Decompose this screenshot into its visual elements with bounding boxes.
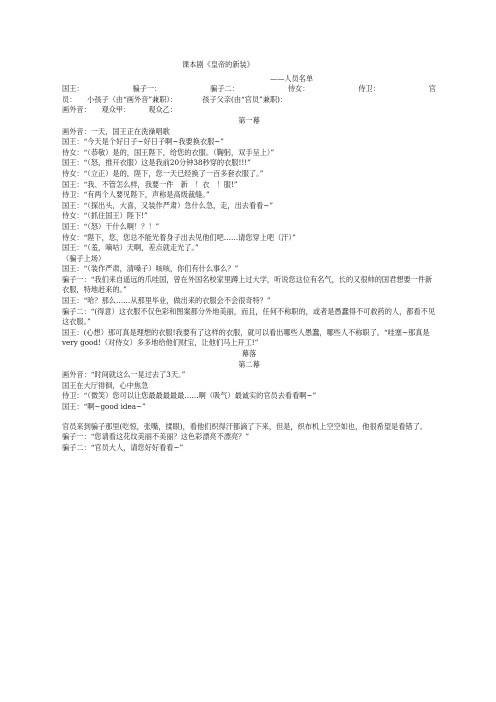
document-title: 课本剧《皇帝的新装》: [182, 60, 254, 69]
script-line: 国王：“（装作严肃，清嗓子）咳咳，你们有什么事么？”: [62, 264, 239, 274]
role-king: 国王：: [62, 84, 84, 94]
script-line: 国王：“（怒，推开衣服）这是我前20分钟38秒穿的衣服!!!”: [62, 158, 251, 168]
role-guard: 侍卫：: [358, 84, 380, 94]
script-line: 国王：“（探出头，大喜，又装作严肃）急什么急，走，出去看看~”: [62, 200, 274, 210]
script-line: 国王：“哈？那么……从那里毕业，做出来的衣服会不会很奇特？”: [62, 296, 271, 306]
script-line: 画外音：“时间就这么一晃过去了3天。”: [62, 370, 186, 380]
role-maid: 侍女：: [287, 84, 310, 94]
script-line: 侍女：“（立正）是的，陛下，您一天已经换了一百多套衣服了。”: [62, 168, 264, 178]
stage-direction: 国王在大厅徘徊，心中焦急: [62, 380, 149, 390]
script-line: 侍女：“（抓住国王）陛下!”: [62, 211, 148, 221]
role-swindler-2: 骗子二：: [210, 84, 239, 94]
script-line: 骗子一：“您请看这花纹美丽不美丽？这色彩漂亮不漂亮？”: [62, 432, 250, 442]
cast-list-row-3: 画外音： 观众甲： 观众乙：: [62, 105, 177, 115]
script-line: 侍女：“陛下，您，您总不能光着身子出去见他们吧……请您穿上吧（汗）”: [62, 232, 296, 242]
script-paragraph: 骗子二：“(得意）这衣服不仅色彩和图案都分外地美丽，而且，任何不称职的，或者是愚蠢得不可救药的人，都看不见这衣服。”: [62, 306, 436, 327]
cast-list-subtitle: ——人员名单: [270, 73, 314, 83]
script-body: [62, 60, 436, 453]
script-line: 侍卫：“有两个人要见陛下，声称是高级裁缝。”: [62, 190, 210, 200]
stage-direction: （骗子上场）: [62, 253, 106, 263]
script-line: 国王：“（羞，嘀咕）天啊，差点就走光了。”: [62, 243, 199, 253]
script-line: 国王：“啊~good idea~”: [62, 402, 146, 411]
role-swindler-1: 骗子一：: [132, 84, 162, 94]
script-paragraph: 骗子一：“我们来自遥远的爪哇国，曾在外国名校家里蹲上过大学，听说您这位有名气，长的又很帅的国君想要一件新衣服，特地赶来的。”: [62, 274, 433, 295]
act-2-heading: 第二幕: [238, 359, 260, 369]
script-line: 国王：“（怒）干什么啊！？！”: [62, 221, 160, 231]
narration-paragraph: 官员来到骗子那里(吃惊，张嘴，揉眼)，看他们织得汗都滴了下来，但是，织布机上空空如也，他很希望是看错了。: [62, 421, 427, 431]
script-line: 画外音：一天，国王正在洗澡唱歌: [62, 126, 170, 136]
script-line: 侍卫：“（微笑）您可以让您最最最最最……啊（吸气）最诚实的官员去看看啊~”: [62, 391, 317, 401]
cast-list-row-1: [62, 84, 436, 95]
script-line: 国王：“我、不管怎么样，我要一件 新 ！衣 ！服!”: [62, 179, 238, 189]
act-1-heading: 第一幕: [238, 115, 260, 125]
script-line: 侍女：“（恭敬）是的，国王陛下，给您的衣服。（鞠躬，双手呈上）”: [62, 147, 275, 157]
script-line: 国王：“今天是个好日子~好日子啊~我要换衣服~”: [62, 137, 224, 147]
cast-list-row-2: 员： 小孩子（由“画外音”兼职）： 孩子父亲(由“官员”兼职)：: [62, 94, 288, 104]
script-paragraph: 国王：(心想）那可真是理想的衣服!我要有了这样的衣服，就可以看出哪些人愚蠢，哪些人不称职了。“哇塞~那真是very good!（对侍女）多多地给他们财宝，让他们马上开工!”: [62, 327, 430, 348]
role-official-start: 官: [428, 84, 436, 94]
script-line: 骗子二：“官员大人，请您好好看看~”: [62, 442, 184, 452]
curtain-falls: 幕落: [241, 349, 257, 359]
